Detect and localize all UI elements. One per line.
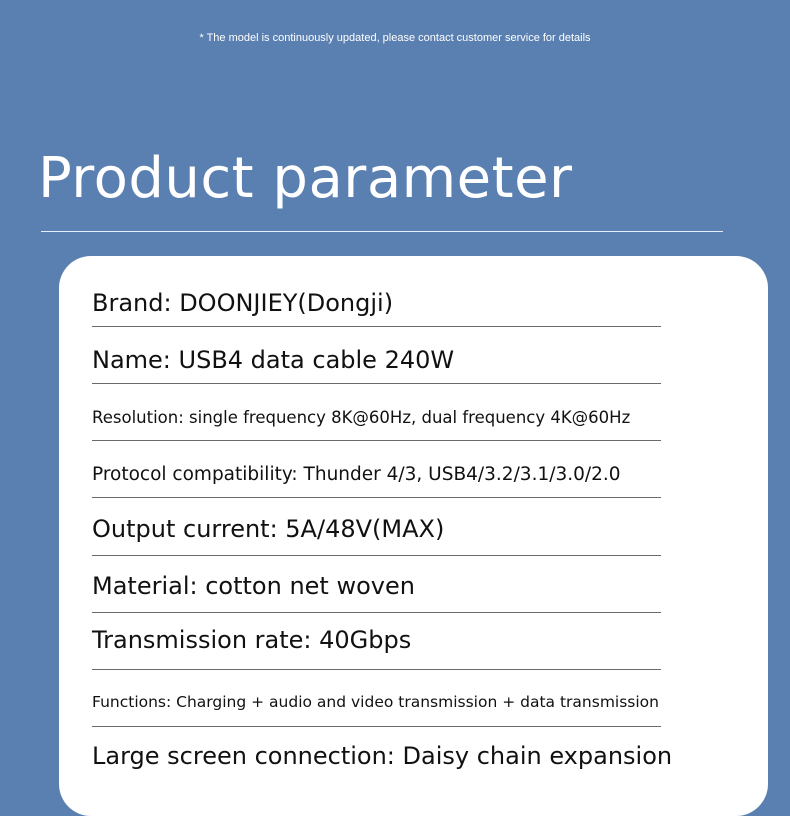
param-material: Material: cotton net woven bbox=[92, 572, 415, 600]
page-title: Product parameter bbox=[38, 146, 573, 211]
param-row bbox=[92, 556, 661, 613]
param-output-current: Output current: 5A/48V(MAX) bbox=[92, 515, 445, 543]
param-resolution: Resolution: single frequency 8K@60Hz, dual frequency 4K@60Hz bbox=[92, 408, 631, 427]
param-large-screen: Large screen connection: Daisy chain expansion bbox=[92, 742, 673, 770]
param-row bbox=[92, 384, 661, 441]
param-row bbox=[92, 441, 661, 498]
parameter-card bbox=[59, 256, 768, 816]
param-row bbox=[92, 327, 661, 384]
param-row bbox=[92, 727, 673, 784]
param-row bbox=[92, 499, 661, 556]
param-row bbox=[92, 670, 661, 727]
title-divider bbox=[41, 231, 723, 232]
param-row bbox=[92, 270, 661, 327]
disclaimer-note: * The model is continuously updated, please contact customer service for details bbox=[199, 32, 591, 44]
param-functions: Functions: Charging + audio and video transmission + data transmission bbox=[92, 693, 659, 711]
param-row bbox=[92, 613, 661, 670]
param-brand: Brand: DOONJIEY(Dongji) bbox=[92, 289, 394, 317]
param-transmission-rate: Transmission rate: 40Gbps bbox=[92, 626, 412, 654]
param-protocol: Protocol compatibility: Thunder 4/3, USB4/3.2/3.1/3.0/2.0 bbox=[92, 464, 621, 485]
param-name: Name: USB4 data cable 240W bbox=[92, 346, 455, 374]
